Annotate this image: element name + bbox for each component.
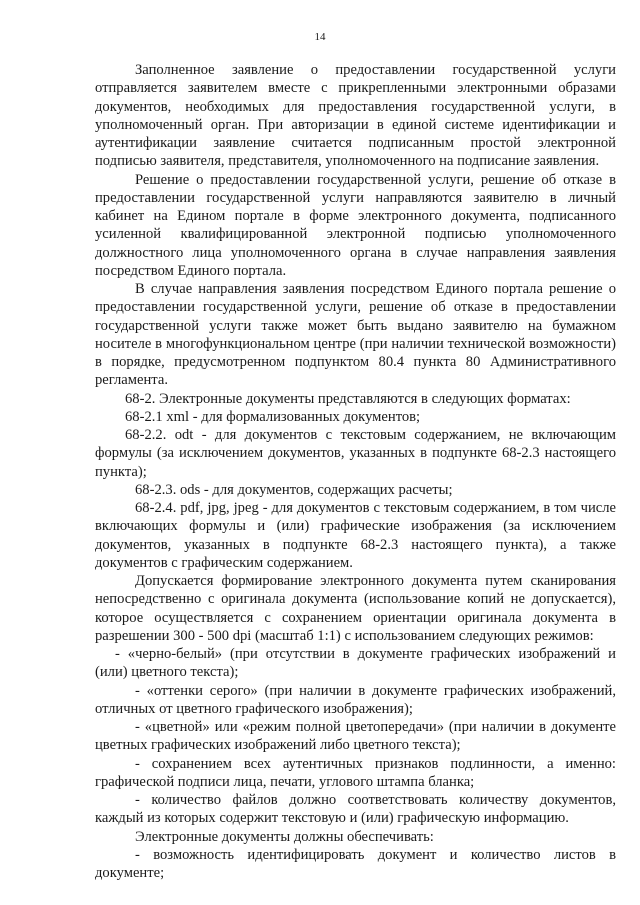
paragraph-format-xml: 68-2.1 xml - для формализованных документов; xyxy=(125,408,421,425)
paragraph-requirements-intro: Электронные документы должны обеспечивать: xyxy=(135,828,434,845)
paragraph-format-odt: 68-2.2. odt - для документов с текстовым содержанием, не включающим формулы (за исключением документов, указанных в подпункте 68-2.3 настоящего пункта); xyxy=(95,427,616,480)
list-item-color: - «цветной» или «режим полной цветопередачи» (при наличии в документе цветных графических изображений либо цветного текста); xyxy=(95,719,616,754)
document-body xyxy=(95,61,616,882)
paragraph-scanning: Допускается формирование электронного документа путем сканирования непосредственно с оригинала документа (использование копий не допускается), которое осуществляется с сохранением ориентации оригинала документа в разрешении 300 - 500 dpi (масштаб 1:1) с использованием следующих режимов: xyxy=(95,573,616,644)
paragraph-application-submission: Заполненное заявление о предоставлении государственной услуги отправляется заявителем вместе с прикрепленными электронными образами документов, необходимых для предоставления государственной услуги, в уполномоченный орган. При авторизации в единой системе идентификации и аутентификации заявление считается подписанным простой электронной подписью заявителя, представителя, уполномоченного на подписание заявления. xyxy=(95,62,616,170)
list-item-black-white: - «черно-белый» (при отсутствии в документе графических изображений и (или) цветного текста); xyxy=(95,646,616,681)
paragraph-decision-delivery: Решение о предоставлении государственной услуги, решение об отказе в предоставлении государственной услуги направляются заявителю в личный кабинет на Едином портале в форме электронного документа, подписанного усиленной квалифицированной электронной подписью уполномоченного должностного лица уполномоченного органа в случае направления заявления посредством Единого портала. xyxy=(95,171,616,279)
list-item-identify-document: - возможность идентифицировать документ и количество листов в документе; xyxy=(95,846,616,881)
page-number: 14 xyxy=(314,31,326,43)
list-item-grayscale: - «оттенки серого» (при наличии в документе графических изображений, отличных от цветного графического изображения); xyxy=(95,682,616,717)
list-item-authenticity: - сохранением всех аутентичных признаков подлинности, а именно: графической подписи лица, печати, углового штампа бланка; xyxy=(95,755,616,790)
paragraph-format-ods: 68-2.3. ods - для документов, содержащих расчеты; xyxy=(135,481,453,498)
list-item-file-count: - количество файлов должно соответствовать количеству документов, каждый из которых содержит текстовую и (или) графическую информацию. xyxy=(95,792,616,827)
paragraph-formats-intro: 68-2. Электронные документы представляются в следующих форматах: xyxy=(125,390,571,407)
paragraph-paper-copy: В случае направления заявления посредством Единого портала решение о предоставлении государственной услуги, решение об отказе в предоставлении государственной услуги также может быть выдано заявителю на бумажном носителе в многофункциональном центре (при наличии технической возможности) в порядке, предусмотренном подпунктом 80.4 пункта 80 Административного регламента. xyxy=(95,281,616,389)
paragraph-format-pdf: 68-2.4. pdf, jpg, jpeg - для документов с текстовым содержанием, в том числе включающих формулы и (или) графические изображения (за исключением документов, указанных в подпункте 68-2.3 настоящего пункта), а также документов с графическим содержанием. xyxy=(95,500,616,571)
